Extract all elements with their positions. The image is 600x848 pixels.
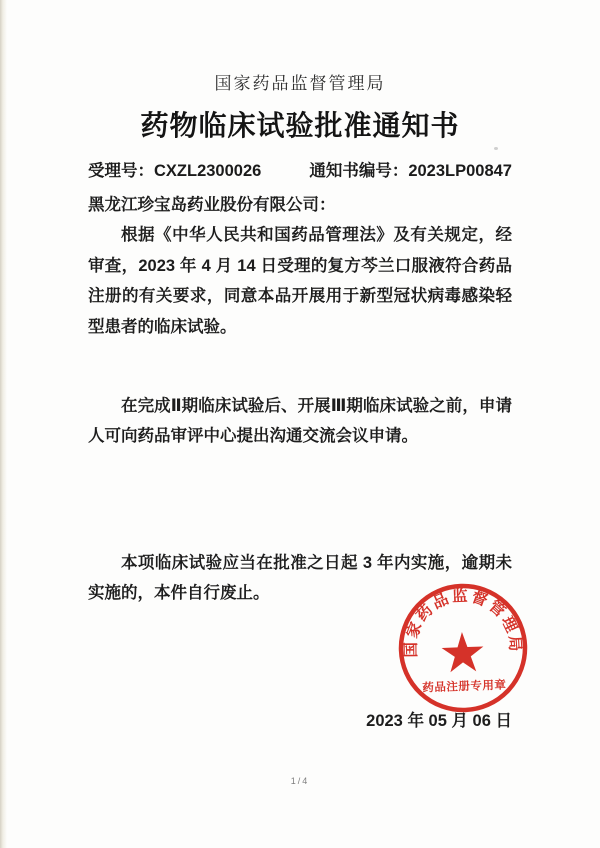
official-seal	[393, 578, 533, 718]
notice-number	[309, 159, 512, 183]
reference-numbers-row	[88, 159, 512, 183]
paragraph-approval: 根据《中华人民共和国药品管理法》及有关规定，经审查，2023 年 4 月 14 日受理的复方芩兰口服液符合药品注册的有关要求，同意本品开展用于新型冠状病毒感染轻型患者的临床试验。	[88, 226, 512, 336]
acceptance-number-label: 受理号：	[88, 162, 154, 180]
acceptance-number	[88, 159, 261, 183]
paragraph-validity-period: 本项临床试验应当在批准之日起 3 年内实施，逾期未实施的，本件自行废止。	[88, 553, 512, 603]
paragraph-communication-meeting: 在完成Ⅱ期临床试验后、开展Ⅲ期临床试验之前，申请人可向药品审评中心提出沟通交流会议申请。	[88, 397, 512, 446]
acceptance-number-value: CXZL2300026	[154, 162, 262, 180]
page-number: 1/4	[290, 776, 310, 786]
notice-number-value: 2023LP00847	[408, 162, 512, 180]
seal-arc-text: 国家药品监督管理局	[402, 587, 524, 658]
issuing-authority: 国家药品监督管理局	[214, 74, 386, 93]
scan-left-edge	[0, 0, 7, 848]
seal-bottom-text: 药品注册专用章	[422, 679, 507, 695]
seal-star-icon	[441, 631, 484, 672]
scan-speck	[494, 147, 498, 150]
addressee: 黑龙江珍宝岛药业股份有限公司：	[88, 196, 336, 214]
issue-date: 2023 年 05 月 06 日	[366, 711, 512, 730]
document-title: 药物临床试验批准通知书	[140, 110, 460, 141]
notice-number-label: 通知书编号：	[309, 162, 409, 180]
